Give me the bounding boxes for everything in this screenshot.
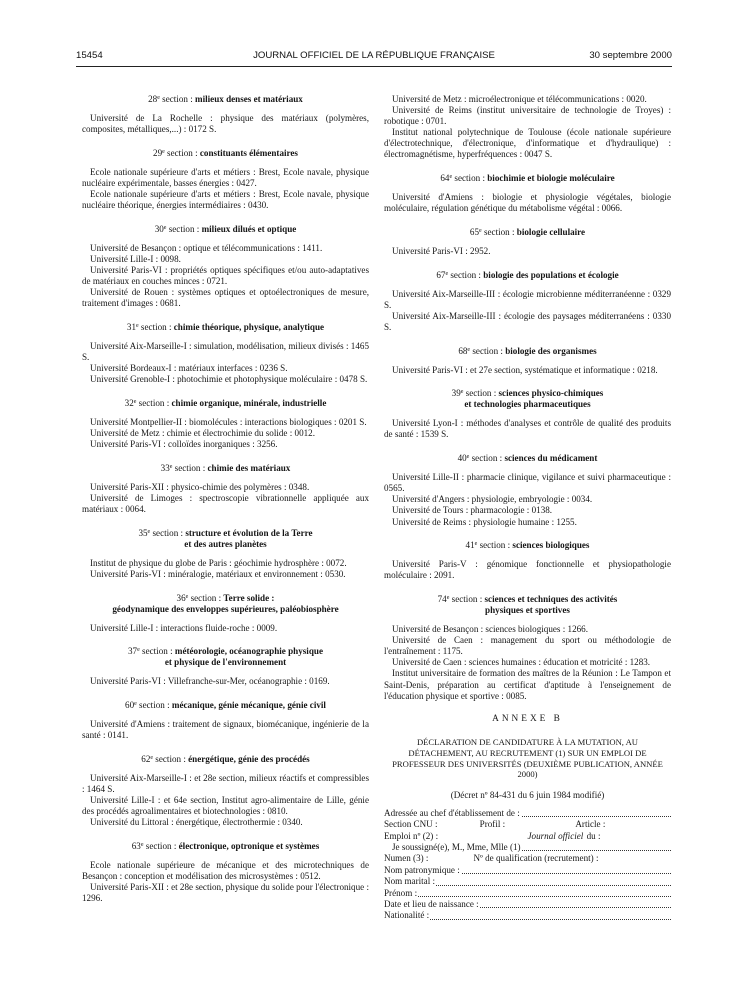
section-number: 29 [153, 147, 163, 158]
entry-text: Université de Besançon : optique et télécommunications : 1411. [90, 242, 323, 253]
section-heading [82, 754, 369, 765]
section-title: Terre solide : [223, 592, 275, 603]
section-block [82, 463, 369, 515]
section-title-line2: géodynamique des enveloppes supérieures, paléobiosphère [112, 603, 339, 614]
section-heading [384, 227, 671, 238]
section-block [82, 841, 369, 904]
entry-text: Université de Caen : sciences humaines : éducation et motricité : 1283. [392, 657, 651, 668]
entry-text: Université Aix-Marseille-I : simulation, modélisation, milieux divisés : 1465 S. [82, 341, 369, 363]
entry-text: Université de Metz : microélectronique et télécommunications : 0020. [392, 94, 647, 104]
entry-text: Université Montpellier-II : biomolécules : interactions biologiques : 0201 S. [90, 416, 367, 427]
form-line-numen[interactable]: Numen (3) : Nº de qualification (recrutement) : [384, 853, 671, 864]
right-sections [384, 173, 671, 702]
entry-text: Université Lille-I : interactions fluide-roche : 0009. [90, 622, 278, 633]
entry-text: Université Bordeaux-I : matériaux interfaces : 0236 S. [90, 363, 288, 374]
decree-reference: (Décret nº 84-431 du 6 juin 1984 modifié) [450, 789, 605, 800]
section-title: mécanique, génie mécanique, génie civil [171, 700, 326, 711]
entry-text: Université Grenoble-I : photochimie et photophysique moléculaire : 0478 S. [90, 374, 368, 385]
entry-text: Institut de physique du globe de Paris : géochimie hydrosphère : 0072. [90, 557, 347, 568]
section-block [384, 173, 671, 214]
right-column [384, 94, 671, 922]
section-number: 64 [440, 173, 450, 184]
section-label: section : [136, 700, 172, 711]
section-title: chimie des matériaux [207, 462, 291, 473]
section-number: 33 [160, 462, 170, 473]
section-block [82, 224, 369, 310]
section-ordinal: e [163, 224, 167, 231]
section-number: 39 [451, 388, 461, 399]
section-heading [82, 398, 369, 409]
section-title: sciences biologiques [512, 540, 590, 551]
section-heading [82, 528, 369, 550]
form-line-soussigne[interactable]: Je soussigné(e), M., Mme, Mlle (1) [384, 842, 671, 853]
declaration-heading: DÉCLARATION DE CANDIDATURE À LA MUTATION, AU DÉTACHEMENT, AU RECRUTEMENT (1) SUR UN EMPLOI DE PROFESSEUR DES UNIVERSITÉS (DEUXIÈME PUBLICATION, ANNÉE 2000) [392, 737, 663, 780]
section-block [82, 398, 369, 450]
section-block [384, 540, 671, 581]
section-title: chimie organique, minérale, industrielle [171, 397, 327, 408]
section-block [82, 322, 369, 385]
entry-text: Université du Littoral : énergétique, électrothermie : 0340. [90, 817, 303, 828]
section-ordinal: e [133, 398, 137, 405]
section-label: section : [481, 226, 517, 237]
section-ordinal: e [185, 593, 189, 600]
section-title-line2: et technologies pharmaceutiques [464, 399, 591, 410]
section-ordinal: e [479, 227, 482, 234]
entry-text: Université Lille-I : et 64e section, Institut agro-alimentaire de Lille, génie des procédés agroalimentaires et biotechnologies : 0810. [82, 795, 369, 817]
section-label: section : [448, 269, 484, 280]
section-ordinal: e [169, 463, 173, 470]
section-label: section : [463, 388, 499, 399]
section-title: milieux denses et matériaux [195, 94, 303, 104]
candidature-form [384, 808, 671, 922]
entry-text: Institut universitaire de formation des maîtres de la Réunion : Le Tampon et Saint-Denis, préparation au certificat d'aptitude à l'enseignement de l'éducation physique et sportive : 0085. [384, 668, 671, 701]
section-ordinal: e [445, 270, 449, 277]
section-heading [384, 346, 671, 357]
section-block [384, 388, 671, 440]
form-line-marital[interactable]: Nom marital : [384, 876, 671, 887]
section-title: sciences physico-chimiques [498, 388, 604, 399]
section-title: structure et évolution de la Terre [185, 527, 313, 538]
section-label: section : [164, 147, 200, 158]
entry-text: Université d'Amiens : traitement de signaux, biomécanique, ingénierie de la santé : 0141. [82, 719, 369, 741]
section-heading [384, 453, 671, 464]
section-label: section : [143, 840, 179, 851]
entry-text: Université de Caen : management du sport ou méthodologie de l'entraînement : 1175. [384, 635, 671, 657]
section-title-line2: et physique de l'environnement [164, 657, 287, 668]
entry-text: Université Lyon-I : méthodes d'analyses et contrôle de qualité des produits de santé : 1539 S. [384, 418, 671, 440]
section-number: 35 [138, 527, 148, 538]
section-ordinal: e [446, 594, 450, 601]
section-label: section : [138, 321, 174, 332]
publication-date: 30 septembre 2000 [589, 50, 672, 61]
section-label: section : [470, 345, 506, 356]
section-block [384, 594, 671, 702]
section-heading [384, 388, 671, 410]
section-block [82, 528, 369, 580]
section-label: section : [172, 462, 208, 473]
section-heading [82, 224, 369, 235]
header-rule [76, 66, 672, 67]
section-heading [82, 322, 369, 333]
section-heading [384, 270, 671, 281]
section-heading [384, 173, 671, 184]
section-label: section : [477, 540, 513, 551]
section-title: sciences et techniques des activités [484, 593, 618, 604]
page-header [76, 50, 672, 64]
section-label: section : [150, 527, 186, 538]
entry-text: Université Paris-VI : colloïdes inorganiques : 3256. [90, 439, 278, 450]
section-number: 36 [176, 592, 186, 603]
entry-text: Université Aix-Marseille-III : écologie microbienne méditerranéenne : 0329 S. [384, 288, 671, 310]
section-block [82, 148, 369, 211]
section-ordinal: e [147, 528, 151, 535]
section-block [82, 754, 369, 829]
section-ordinal: e [449, 174, 453, 181]
section-heading [384, 540, 671, 551]
section-ordinal: e [466, 454, 470, 461]
entry-text: Université de Tours : pharmacologie : 0138. [392, 505, 553, 516]
section-ordinal: e [137, 647, 140, 654]
entry-text: Université Paris-XII : physico-chimie des polymères : 0348. [90, 481, 310, 492]
section-label: section : [452, 173, 488, 184]
entry-text: Université Paris-VI : et 27e section, systématique et informatique : 0218. [392, 364, 658, 375]
entry-text: Université Paris-VI : propriétés optiques spécifiques et/ou auto-adaptatives de matériaux en couches minces : 0721. [82, 265, 369, 287]
section-title: biologie des organismes [505, 345, 597, 356]
section-number: 60 [125, 700, 135, 711]
section-heading [384, 594, 671, 616]
section-number: 37 [128, 646, 138, 657]
section-heading [82, 646, 369, 668]
left-column [82, 94, 369, 917]
entry-text: Université de Besançon : sciences biologiques : 1266. [392, 624, 588, 635]
section-title: biochimie et biologie moléculaire [487, 173, 615, 184]
section-ordinal: e [467, 346, 471, 353]
entry-text: Université d'Angers : physiologie, embryologie : 0034. [392, 494, 593, 505]
section-number: 31 [126, 321, 136, 332]
section-number: 32 [124, 397, 134, 408]
section-heading [82, 148, 369, 159]
section-ordinal: e [134, 701, 137, 708]
annex-title: ANNEXE B [492, 714, 563, 725]
section-ordinal: e [460, 389, 464, 396]
form-line-section[interactable]: Section CNU : Profil : Article : [384, 819, 671, 830]
entry-text: Université Paris-VI : Villefranche-sur-Mer, océanographie : 0169. [90, 676, 330, 687]
entry-text: Université Paris-V : génomique fonctionnelle et physiopathologie moléculaire : 2091. [384, 559, 671, 581]
entry-text: Université de Metz : chimie et électrochimie du solide : 0012. [90, 428, 316, 439]
section-title: chimie théorique, physique, analytique [173, 321, 325, 332]
section-number: 68 [458, 345, 468, 356]
section-heading [82, 593, 369, 615]
form-line-patronymique[interactable]: Nom patronymique : [384, 865, 671, 876]
entry-text: Université de Reims (institut universitaire de technologie de Troyes) : robotique : 0701. [384, 105, 671, 127]
entry-text: Université de Reims : physiologie humaine : 1255. [392, 516, 577, 527]
section-title: électronique, optronique et systèmes [178, 840, 320, 851]
section-title: énergétique, génie des procédés [188, 753, 310, 764]
form-line-nationalite[interactable]: Nationalité : [384, 910, 671, 921]
section-title: constituants élémentaires [199, 147, 298, 158]
section-block [384, 270, 671, 333]
section-number: 30 [154, 223, 164, 234]
section-ordinal: e [157, 95, 160, 101]
section-title-line2: physiques et sportives [485, 605, 570, 615]
section-title: milieux dilués et optique [201, 223, 297, 234]
section-block [384, 346, 671, 376]
section-number: 65 [469, 226, 480, 237]
section-block [82, 646, 369, 687]
section-block [82, 593, 369, 634]
section-heading [82, 94, 369, 105]
section-title: météorologie, océanographie physique [174, 646, 323, 657]
section-ordinal: e [140, 841, 144, 848]
section-title: sciences du médicament [504, 453, 598, 464]
section-label: section : [469, 453, 505, 464]
entry-text: Université d'Amiens : biologie et physiologie végétales, biologie moléculaire, régulation génétique du métabolisme végétal : 0066. [384, 192, 671, 214]
page-number: 15454 [76, 50, 103, 61]
entry-text: Institut national polytechnique de Toulouse (école nationale supérieure d'électrotechnique, d'électronique, d'informatique et d'hydraulique) : électromagnétisme, hyperfréquences : 0047 S. [384, 127, 671, 160]
section-number: 62 [141, 753, 151, 764]
section-block [384, 453, 671, 528]
section-ordinal: e [162, 148, 165, 155]
entry-text: Université Paris-XII : et 28e section, physique du solide pour l'électronique : 1296. [82, 882, 369, 904]
section-label: section : [449, 593, 485, 604]
section-number: 63 [131, 840, 141, 851]
section-label: section : [166, 223, 202, 234]
entry-text: Université Paris-VI : 2952. [392, 245, 491, 256]
section-heading [82, 700, 369, 711]
continued-entries [384, 94, 671, 161]
entry-text: Université Paris-VI : minéralogie, matériaux et environnement : 0530. [90, 568, 346, 579]
section-ordinal: e [135, 322, 139, 329]
form-line-prenom[interactable]: Prénom : [384, 888, 671, 899]
entry-text: Ecole nationale supérieure d'arts et métiers : Brest, Ecole navale, physique nucléaire théorique, énergies intermédiaires : 0430. [82, 189, 369, 211]
entry-text: Université Lille-II : pharmacie clinique, vigilance et suivi pharmaceutique : 0565. [384, 472, 671, 494]
section-block [384, 227, 671, 257]
entry-text: Université de Limoges : spectroscopie vibrationnelle appliquée aux matériaux : 0064. [82, 492, 369, 515]
section-heading [82, 463, 369, 474]
section-label: section : [139, 646, 175, 657]
form-line-emploi[interactable]: Emploi nº (2) : Journal officiel du : [384, 831, 671, 842]
entry-text: Université Lille-I : 0098. [90, 253, 181, 264]
entry-text: Université de Rouen : systèmes optiques et optoélectroniques de mesure, traitement d'images : 0681. [82, 287, 369, 309]
section-ordinal: e [150, 754, 154, 761]
section-number: 40 [457, 453, 467, 464]
form-line-adressee[interactable]: Adressée au chef d'établissement de : [384, 808, 671, 819]
journal-title: JOURNAL OFFICIEL DE LA RÉPUBLIQUE FRANÇAISE [253, 50, 495, 61]
section-title-line2: et des autres planètes [184, 538, 267, 549]
section-heading [82, 841, 369, 852]
section-number: 41 [465, 540, 475, 551]
section-number: 67 [436, 269, 446, 280]
entry-text: Ecole nationale supérieure de mécanique et des microtechniques de Besançon : conception et modélisation des microsystèmes : 0512. [82, 860, 369, 882]
section-label: section : [153, 753, 189, 764]
entry-text: Université de La Rochelle : physique des matériaux (polymères, composites, métalliques,...) : 0172 S. [82, 113, 369, 135]
section-title: biologie cellulaire [516, 226, 586, 237]
section-number: 74 [437, 593, 447, 604]
entry-text: Université Aix-Marseille-I : et 28e section, milieux réactifs et compressibles : 1464 S. [82, 772, 369, 795]
section-block [82, 700, 369, 741]
section-ordinal: e [474, 541, 478, 548]
section-number: 28 [148, 94, 158, 104]
section-label: section : [188, 592, 224, 603]
entry-text: Ecole nationale supérieure d'arts et métiers : Brest, Ecole navale, physique nucléaire expérimentale, basses énergies : 0427. [82, 166, 369, 188]
section-label: section : [159, 94, 195, 104]
section-title: biologie des populations et écologie [483, 269, 619, 280]
section-block [82, 94, 369, 135]
entry-text: Université Aix-Marseille-III : écologie des paysages méditerranéens : 0330 S. [384, 310, 671, 332]
section-label: section : [136, 397, 172, 408]
form-line-naissance[interactable]: Date et lieu de naissance : [384, 899, 671, 910]
